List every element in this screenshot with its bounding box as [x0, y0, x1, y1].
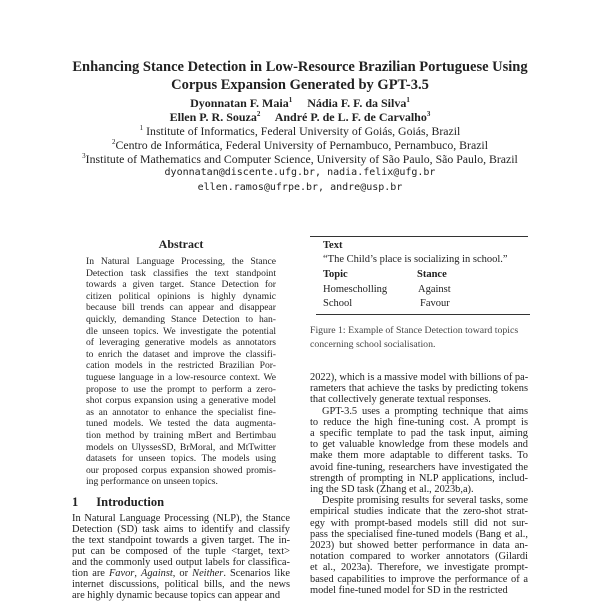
author-name: Nádia F. F. da Silva [307, 96, 407, 110]
affiliation [0, 138, 600, 153]
authors-line-2 [0, 110, 600, 125]
text-line: egy with prompt-based models still did not sur- [310, 517, 528, 529]
aff-sup: 2 [112, 138, 116, 147]
figure-cell: School [323, 298, 353, 309]
text-line: tion are Favor, Against, or Neither. Scenarios like [72, 568, 290, 579]
aff-text: Institute of Mathematics and Computer Science, University of São Paulo, São Paulo, Brazil [85, 152, 518, 166]
figure-col-topic: Topic [323, 269, 348, 280]
text-line: our proposed corpus expansion showed promis- [86, 464, 276, 476]
text-line: Detection task classifies the text standpoint [86, 267, 276, 279]
text-line: make them more adaptable to different tasks. To [310, 450, 528, 462]
text-line: a specific template to pad the task input, aiming [310, 428, 528, 439]
text-line: Despite promising results for several tasks, some [322, 495, 528, 507]
text-line: internet discussions, political bills, and the news [72, 579, 290, 590]
text-line: GPT-3.5 uses a prompting technique that aims [322, 405, 528, 417]
text-line: ing the SD task (Zhang et al., 2023b,a). [310, 484, 474, 495]
figure-top-rule [310, 236, 528, 237]
text-line: of leveraging generative models as annotators [86, 337, 276, 349]
text-line: because bill trends can appear and disappear [86, 302, 276, 314]
text-line: rameters that achieve the tasks by predicting tokens [310, 383, 528, 395]
figure-caption-line: concerning school socialisation. [310, 339, 436, 350]
text-line: citizen political opinions is highly dynamic [86, 290, 276, 302]
author-name: Dyonnatan F. Maia [190, 96, 289, 110]
text-line: and the commonly used output labels for classifica- [72, 557, 290, 568]
text-line: notation compared to worker annotators (Gilardi [310, 551, 528, 563]
text-line: Detection (SD) task aims to identify and classify [72, 524, 290, 535]
intro-heading [72, 495, 164, 509]
figure-bottom-rule [316, 314, 530, 315]
text-line: cation models in the restricted Brazilian Por- [86, 360, 276, 372]
author-name: Ellen P. R. Souza [169, 110, 257, 124]
text-line: 2023) but showed better performance in data an- [310, 540, 528, 551]
emails-line-1: dyonnatan@discente.ufg.br, nadia.felix@ufg.br [164, 167, 436, 178]
figure-cell: Homescholling [323, 284, 388, 295]
figure-col-stance: Stance [417, 269, 447, 280]
authors-line-1 [0, 96, 600, 111]
aff-text: Centro de Informática, Federal University of Pernambuco, Pernambuco, Brazil [115, 138, 488, 152]
text-line: ing performance on unseen topics. [86, 476, 218, 488]
figure-cell: Against [418, 284, 451, 295]
text-line: datasets for unseen topics. The models using [86, 453, 276, 465]
text-line: the text standpoint towards a given target. The in- [72, 535, 290, 546]
text-line: 2022), which is a massive model with billions of pa- [310, 372, 529, 383]
text-line: shot corpus expansion using a generative model [86, 395, 276, 407]
section-number: 1 [72, 495, 79, 509]
text-line: to enrich the dataset and improve the classifi- [86, 348, 276, 360]
text-line: strength of prompting in NLP applications, includ- [310, 472, 528, 484]
text-line: In Natural Language Processing (NLP), the Stance [72, 513, 290, 524]
text-line: dle unseen topics. We investigate the potential [86, 325, 276, 337]
text-line: tion method by training mBert and Bertimbau [86, 430, 276, 441]
text-line: et al., 2023a). Therefore, we investigate prompt- [310, 562, 528, 574]
section-title: Introduction [96, 495, 165, 509]
text-line: that collectively generate textual responses. [310, 394, 491, 406]
aff-sup: 3 [82, 152, 86, 161]
text-line: empirical studies indicate that the zero-shot strat- [310, 506, 528, 518]
figure-quote: “The Child’s place is socializing in school.” [323, 254, 508, 265]
figure-caption-line: Figure 1: Example of Stance Detection toward topics [310, 325, 519, 336]
text-line: to get valuable knowledge from these models and [310, 439, 528, 451]
figure-text-header: Text [323, 240, 343, 251]
text-line: tuned models. We tested the data augmenta- [86, 418, 276, 430]
figure-cell: Favour [420, 298, 450, 309]
text-line: propose to use the prompt to perform a zero- [86, 383, 276, 395]
affiliation [0, 124, 600, 139]
affiliation [0, 152, 600, 167]
author-sup: 1 [288, 96, 293, 104]
text-line: pass the specialised fine-tuned models (Bang et al., [310, 528, 528, 540]
paper-title-line-2: Corpus Expansion Generated by GPT-3.5 [171, 77, 429, 93]
aff-sup: 1 [139, 124, 144, 133]
text-line: quickly, demanding Stance Detection to han- [86, 314, 276, 325]
author-sup: 1 [406, 96, 410, 104]
text-line: avoid fine-tuning, researchers have investigated the [310, 461, 528, 473]
paper-title-line-1: Enhancing Stance Detection in Low-Resource Brazilian Portuguese Using [72, 59, 528, 75]
text-line: model fine-tuned model for SD in the restricted [310, 584, 508, 596]
aff-text: Institute of Informatics, Federal University of Goiás, Goiás, Brazil [143, 124, 461, 138]
text-line: towards a given target. Stance Detection for [86, 279, 276, 291]
text-line: In Natural Language Processing, the Stance [86, 256, 276, 267]
text-line: tuguese language in a low-resource context. We [86, 372, 276, 383]
text-line: as an annotator to enhance the specialist fine- [86, 406, 276, 418]
author-sup: 3 [426, 110, 431, 118]
emails-line-2: ellen.ramos@ufrpe.br, andre@usp.br [197, 182, 403, 193]
text-line: based capabilities to improve the performance of a [310, 573, 528, 585]
text-line: put can be composed of the tuple <target, text> [72, 546, 290, 557]
text-line: are highly dynamic because topics can appear and [72, 590, 281, 601]
author-sup: 2 [256, 110, 261, 118]
text-line: models on UlyssesSD, BrMoral, and MtTwitter [86, 441, 276, 453]
text-line: to reduce the high fine-tuning cost. A prompt is [310, 416, 528, 428]
abstract-heading: Abstract [158, 237, 204, 251]
author-name: André P. de L. F. de Carvalho [274, 110, 427, 124]
